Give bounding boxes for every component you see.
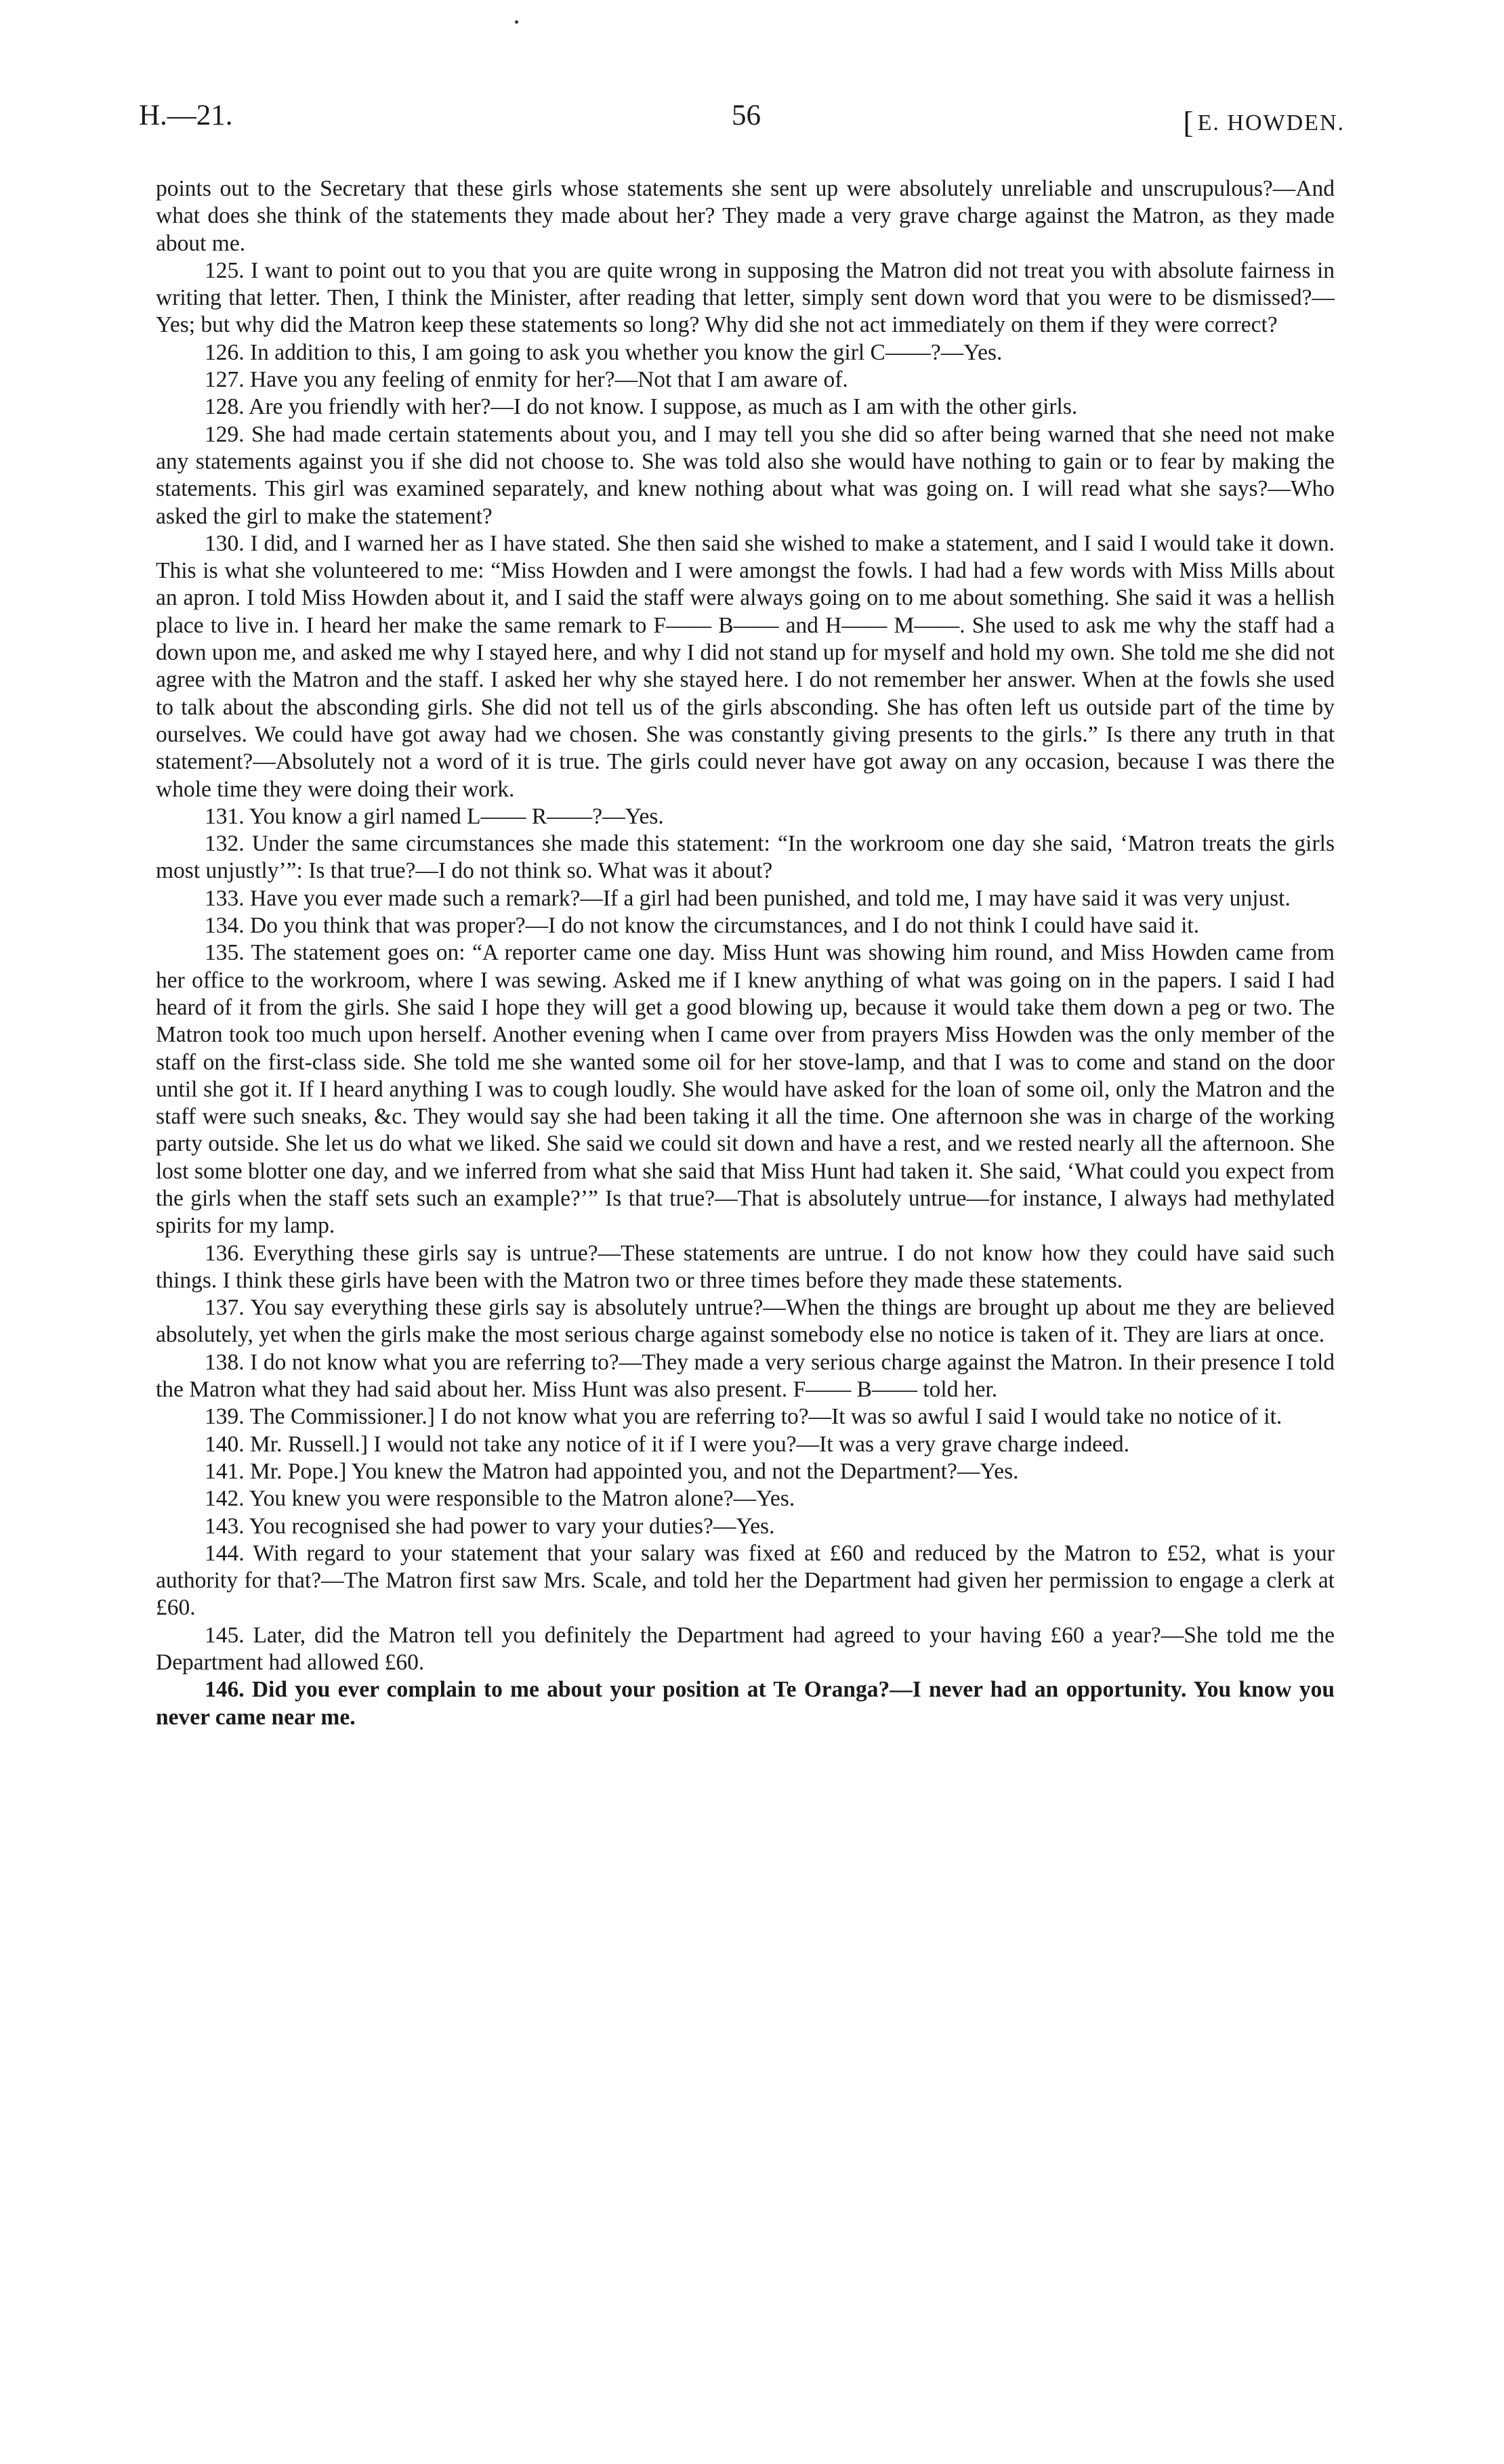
paragraph-128: 128. Are you friendly with her?—I do not know. I suppose, as much as I am with the other girls. (205, 394, 1078, 420)
paragraph-139: 139. The Commissioner.] I do not know what you are referring to?—It was so awful I said I would take no notice of it. (205, 1404, 1282, 1430)
paragraph-138: 138. I do not know what you are referring to?—They made a very serious charge against the Matron. In their presence I told the Matron what they had said about her. Miss Hunt was also present. F—— B—— told her. (156, 1349, 1335, 1403)
paragraph-144: 144. With regard to your statement that your salary was fixed at £60 and reduced by the Matron to £52, what is your authority for that?—The Matron first saw Mrs. Scale, and told her the Department had given her permission to engage a clerk at £60. (156, 1540, 1335, 1621)
paragraph-142: 142. You knew you were responsible to the Matron alone?—Yes. (205, 1486, 795, 1512)
paragraph-125: 125. I want to point out to you that you are quite wrong in supposing the Matron did not treat you with absolute fairness in writing that letter. Then, I think the Minister, after reading that letter, simply sent down word that you were to be dismissed?—Yes; but why did the Matron keep these statements so long? Why did she not act immediately on them if they were correct? (156, 257, 1335, 338)
paragraph-126: 126. In addition to this, I am going to ask you whether you know the girl C——?—Yes. (205, 339, 1003, 365)
paragraph-137: 137. You say everything these girls say is absolutely untrue?—When the things are brought up about me they are believed absolutely, yet when the girls make the most serious charge against somebody else no notice is taken of it. They are liars at once. (156, 1295, 1335, 1348)
paragraph-141: 141. Mr. Pope.] You knew the Matron had appointed you, and not the Department?—Yes. (205, 1458, 1019, 1484)
bracket-glyph: [ (1183, 105, 1195, 140)
paragraph-143: 143. You recognised she had power to vary your duties?—Yes. (205, 1513, 775, 1539)
page-number: 56 (732, 100, 761, 131)
paragraph-140: 140. Mr. Russell.] I would not take any notice of it if I were you?—It was a very grave charge indeed. (205, 1431, 1130, 1457)
paragraph-136: 136. Everything these girls say is untrue?—These statements are untrue. I do not know how they could have said such things. I think these girls have been with the Matron two or three times before they made these statements. (156, 1240, 1335, 1293)
paragraph-129: 129. She had made certain statements about you, and I may tell you she did so after being warned that she need not make any statements against you if she did not choose to. She was told also she would have nothing to gain or to fear by making the statements. This girl was examined separately, and knew nothing about what was going on. I will read what she says?—Who asked the girl to make the statement? (156, 421, 1335, 529)
paragraph-130: 130. I did, and I warned her as I have stated. She then said she wished to make a statement, and I said I would take it down. This is what she volunteered to me: “Miss Howden and I were amongst the fowls. I had had a few words with Miss Mills about an apron. I told Miss Howden about it, and I said the staff were always going on to me about something. She said it was a hellish place to live in. I heard her make the same remark to F—— B—— and H—— M——. She used to ask me why the staff had a down upon me, and asked me why I stayed here, and why I did not stand up for myself and hold my own. She told me she did not agree with the Matron and the staff. I asked her why she stayed here. I do not remember her answer. When at the fowls she used to talk about the absconding girls. She did not tell us of the girls absconding. She has often left us outside part of the time by ourselves. We could have got away had we chosen. She was constantly giving presents to the girls.” Is there any truth in that statement?—Absolutely not a word of it is true. The girls could never have got away on any occasion, because I was there the whole time they were doing their work. (156, 530, 1335, 802)
print-speck (515, 20, 518, 24)
paragraph-146: 146. Did you ever complain to me about your position at Te Oranga?—I never had an opportunity. You know you never came near me. (156, 1677, 1335, 1730)
witness-name (1183, 102, 1345, 140)
page-body (156, 175, 1335, 1731)
paragraph-132: 132. Under the same circumstances she made this statement: “In the workroom one day she said, ‘Matron treats the girls most unjustly’”: Is that true?—I do not think so. What was it about? (156, 831, 1335, 884)
paragraph: points out to the Secretary that these girls whose statements she sent up were absolutely unreliable and unscrupulous?—And what does she think of the statements they made about her? They made a very grave charge against the Matron, as they made about me. (156, 176, 1335, 256)
witness-name-text: E. HOWDEN. (1197, 110, 1345, 135)
paragraph-135: 135. The statement goes on: “A reporter came one day. Miss Hunt was showing him round, and Miss Howden came from her office to the workroom, where I was sewing. Asked me if I knew anything of what was going on in the papers. I said I had heard of it from the girls. She said I hope they will get a good blowing up, because it would take them down a peg or two. The Matron took too much upon herself. Another evening when I came over from prayers Miss Howden was the only member of the staff on the first-class side. She told me she wanted some oil for her stove-lamp, and that I was to come and stand on the door until she got it. If I heard anything I was to cough loudly. She would have asked for the loan of some oil, only the Matron and the staff were such sneaks, &c. They would say she had been taking it all the time. One afternoon she was in charge of the working party outside. She let us do what we liked. She said we could sit down and have a rest, and we rested nearly all the afternoon. She lost some blotter one day, and we inferred from what she said that Miss Hunt had taken it. She said, ‘What could you expect from the girls when the staff sets such an example?’” Is that true?—That is absolutely untrue—for instance, I always had methylated spirits for my lamp. (156, 940, 1335, 1239)
paragraph-134: 134. Do you think that was proper?—I do not know the circumstances, and I do not think I could have said it. (205, 913, 1200, 939)
paragraph-127: 127. Have you any feeling of enmity for her?—Not that I am aware of. (205, 367, 848, 393)
paragraph-131: 131. You know a girl named L—— R——?—Yes. (205, 803, 664, 829)
report-code: H.—21. (139, 100, 233, 131)
paragraph-145: 145. Later, did the Matron tell you definitely the Department had agreed to your having £60 a year?—She told me the Department had allowed £60. (156, 1622, 1335, 1676)
paragraph-133: 133. Have you ever made such a remark?—If a girl had been punished, and told me, I may have said it was very unjust. (205, 885, 1291, 911)
page-header (139, 99, 1345, 146)
